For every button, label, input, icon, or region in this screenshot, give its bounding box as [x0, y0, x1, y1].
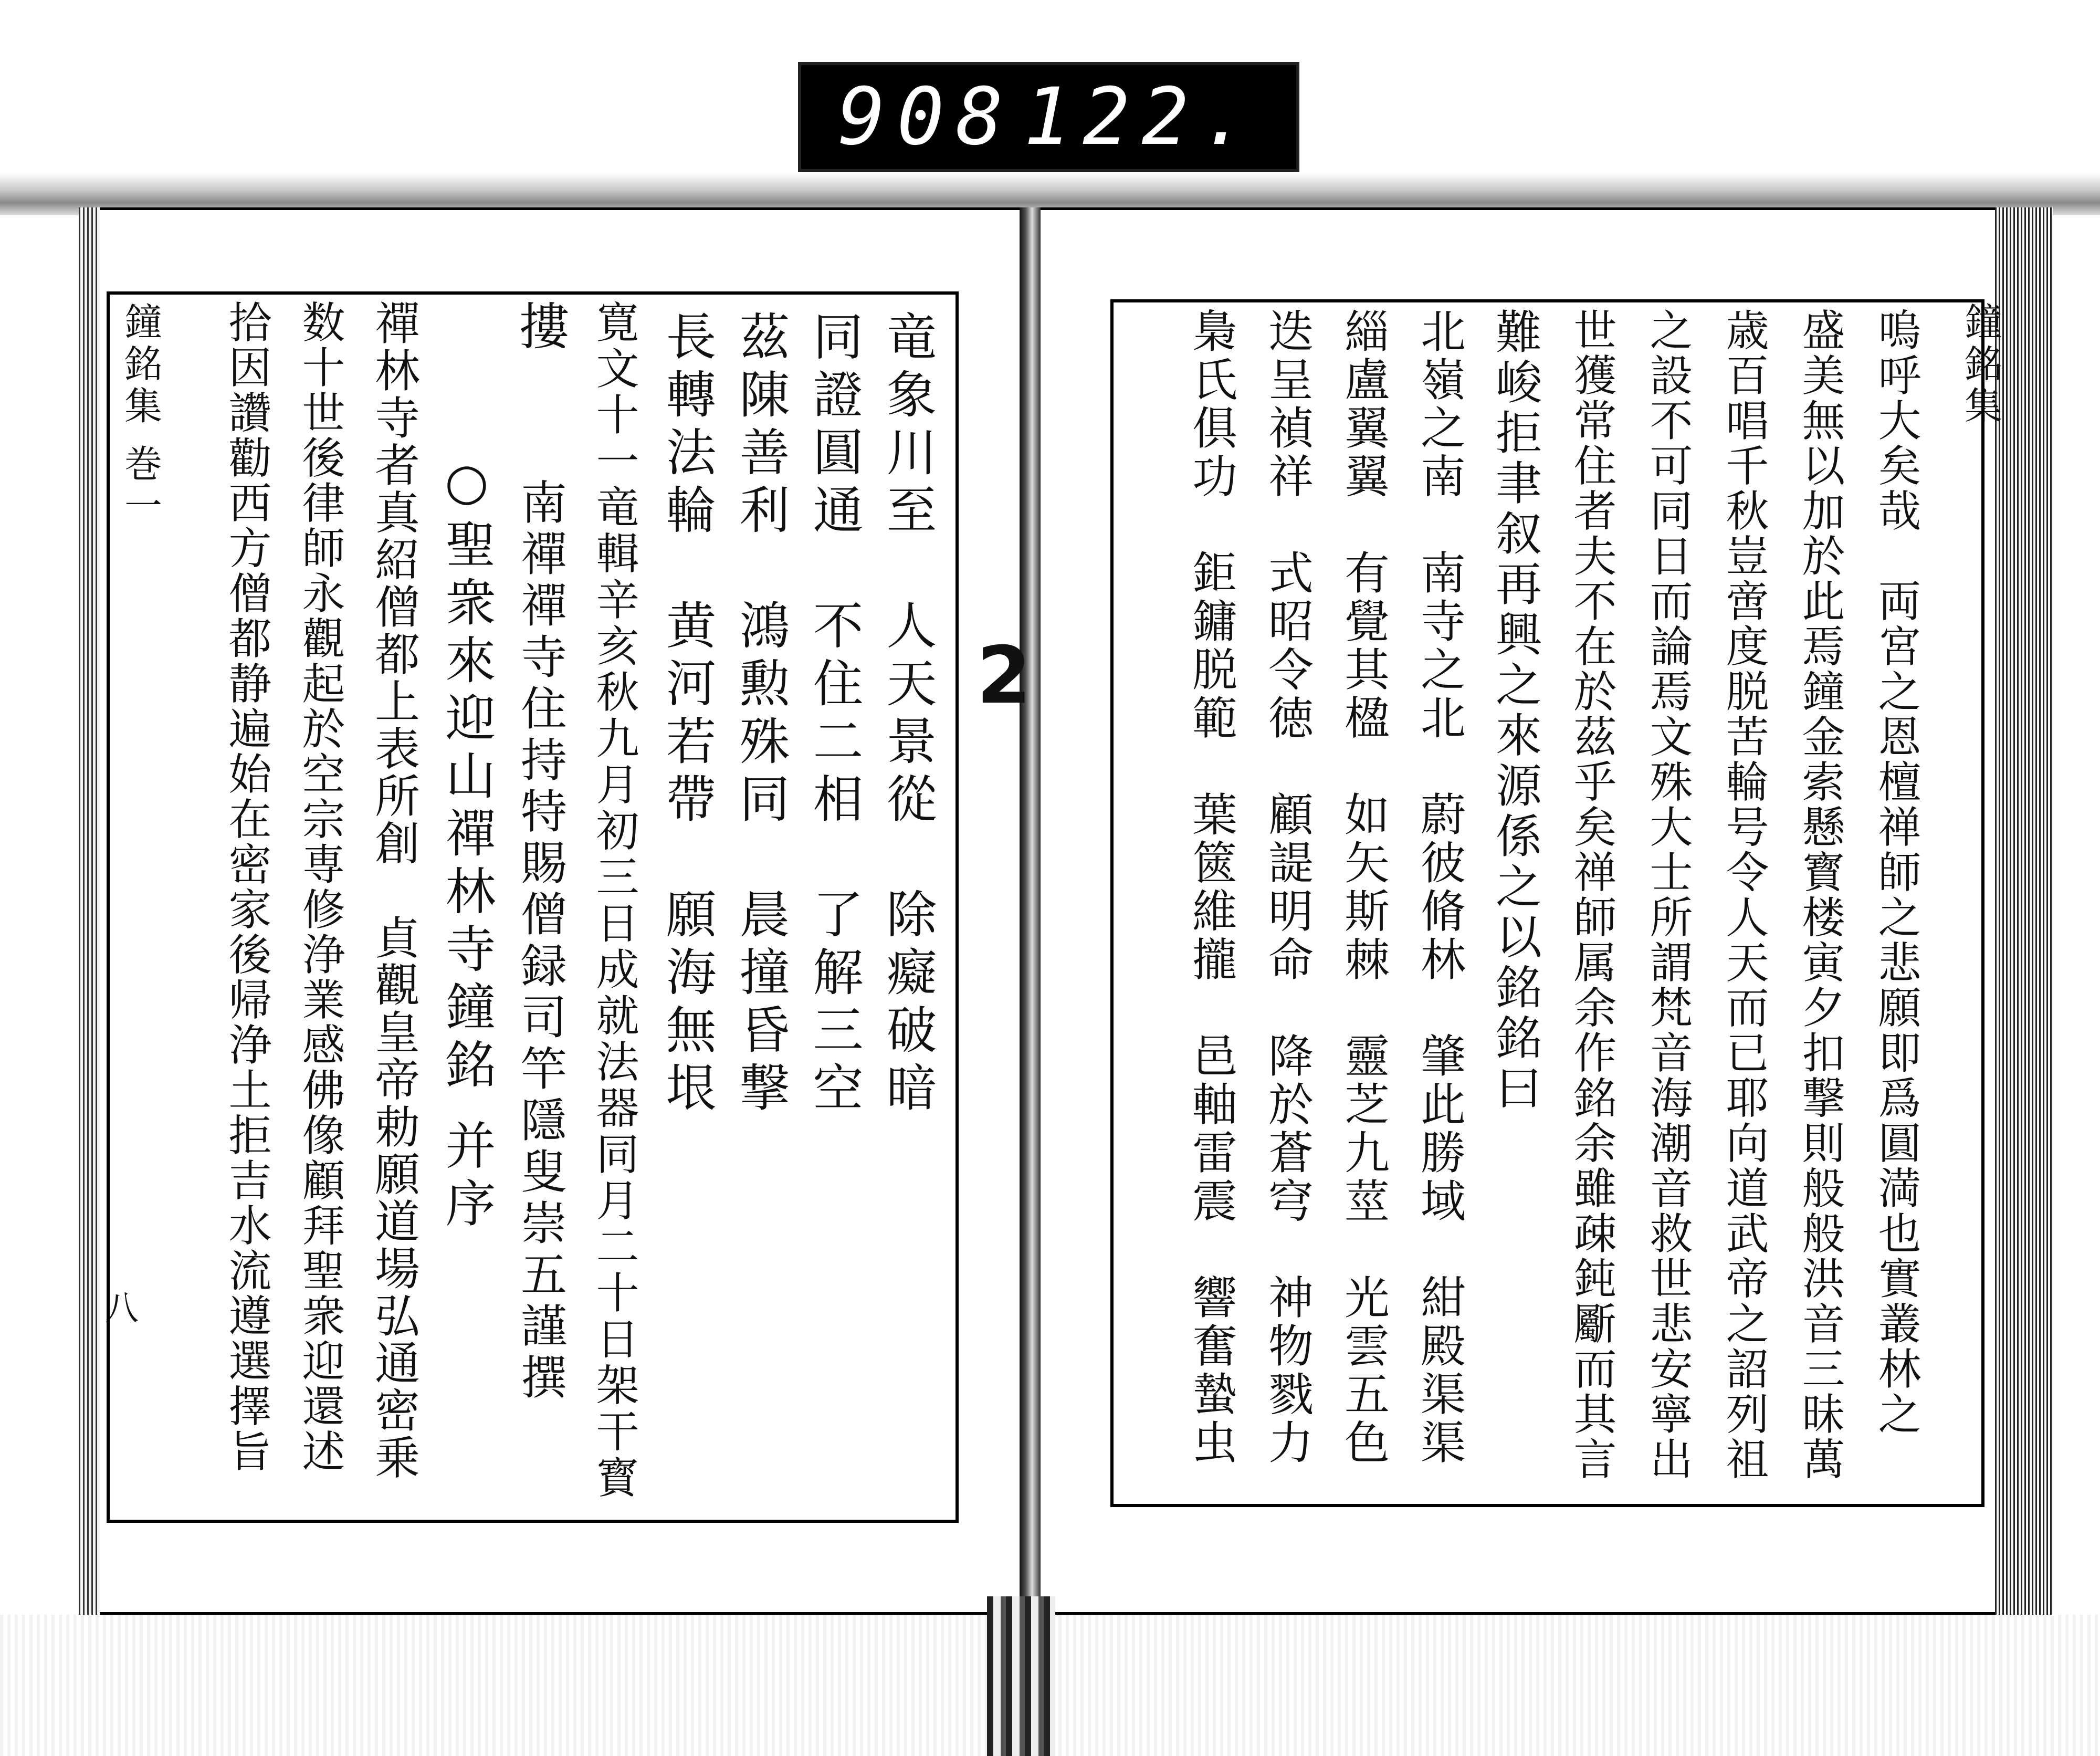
gutter-bottom	[987, 1596, 1055, 1756]
call-number-right: 122.	[1023, 71, 1259, 163]
right-column-10: 梟氏俱功 鉅鏞脱範 葉篋維攏 邑軸雷震 響奮蟄虫	[1184, 308, 1237, 1467]
left-column-4: 長轉法輪 黄河若帶 願海無垠	[658, 310, 717, 1119]
right-column-2: 盛美無以加於此焉鐘金索懸寳楼寅夕扣撃則般般洪音三昧萬	[1795, 308, 1845, 1482]
right-column-9: 迭呈禎祥 式昭令徳 顧諟明命 降於蒼穹 神物戮力	[1261, 308, 1313, 1467]
left-page-edges	[79, 207, 100, 1615]
leaf-number: 八	[105, 1289, 139, 1328]
left-margin-title: 鐘銘集 巻一	[118, 302, 162, 528]
right-column-1: 嗚呼大矣哉 両宮之恩檀禅師之悲願即爲圓満也實叢林之	[1871, 308, 1921, 1437]
right-column-6: 難峻拒聿叙再興之來源係之以銘銘曰	[1488, 308, 1542, 1114]
right-column-8: 緇盧翼翼 有覺其楹 如矢斯棘 靈芝九莖 光雲五色	[1337, 308, 1389, 1467]
left-column-8: ○聖衆來迎山禪林寺鐘銘 并序	[437, 452, 496, 1235]
right-margin-title: 鐘銘集	[1958, 302, 2002, 428]
left-column-9: 禪林寺者真紹僧都上表所創 貞觀皇帝勅願道場弘通密乗	[367, 300, 419, 1481]
left-column-7: 南禪禪寺住持特賜僧録司竿隱叟崇五謹撰	[513, 478, 568, 1405]
call-number-label	[798, 62, 1299, 172]
left-column-11: 拾因讚勸西方僧都静遍始在密家後帰浄土拒吉水流遵選擇旨	[222, 300, 271, 1474]
left-column-6: 摟	[511, 300, 570, 358]
left-column-2: 同證圓通 不住二相 了解三空	[805, 310, 864, 1119]
call-number-left: 908	[838, 71, 1015, 163]
left-column-5: 寛文十一竜輯辛亥秋九月初三日成就法器同月二十日架干寳	[589, 300, 639, 1501]
right-column-4: 之設不可同日而論焉文殊大士所謂梵音海潮音救世悲安寧出	[1643, 308, 1693, 1482]
right-column-3: 歳百唱千秋豈啻度脱苦輪号令人天而已耶向道武帝之詔列祖	[1719, 308, 1769, 1482]
left-column-3: 茲陳善利 鴻勲殊同 晨撞昏撃	[731, 310, 790, 1119]
left-column-10: 数十世後律師永觀起於空宗専修浄業感佛像顧拜聖衆迎還述	[295, 300, 345, 1474]
gutter-mark: 2	[976, 630, 1032, 722]
left-text-frame	[107, 291, 959, 1523]
right-column-5: 世獲常住者夫不在於茲乎矣禅師属余作銘余雖疎鈍斸而其言	[1567, 308, 1616, 1482]
book-gutter	[1020, 207, 1041, 1615]
right-text-frame	[1110, 299, 1984, 1507]
left-column-1: 竜象川至 人天景從 除癡破暗	[878, 310, 937, 1119]
right-column-7: 北嶺之南 南寺之北 蔚彼脩林 肇此勝域 紺殿渠渠	[1413, 308, 1465, 1467]
